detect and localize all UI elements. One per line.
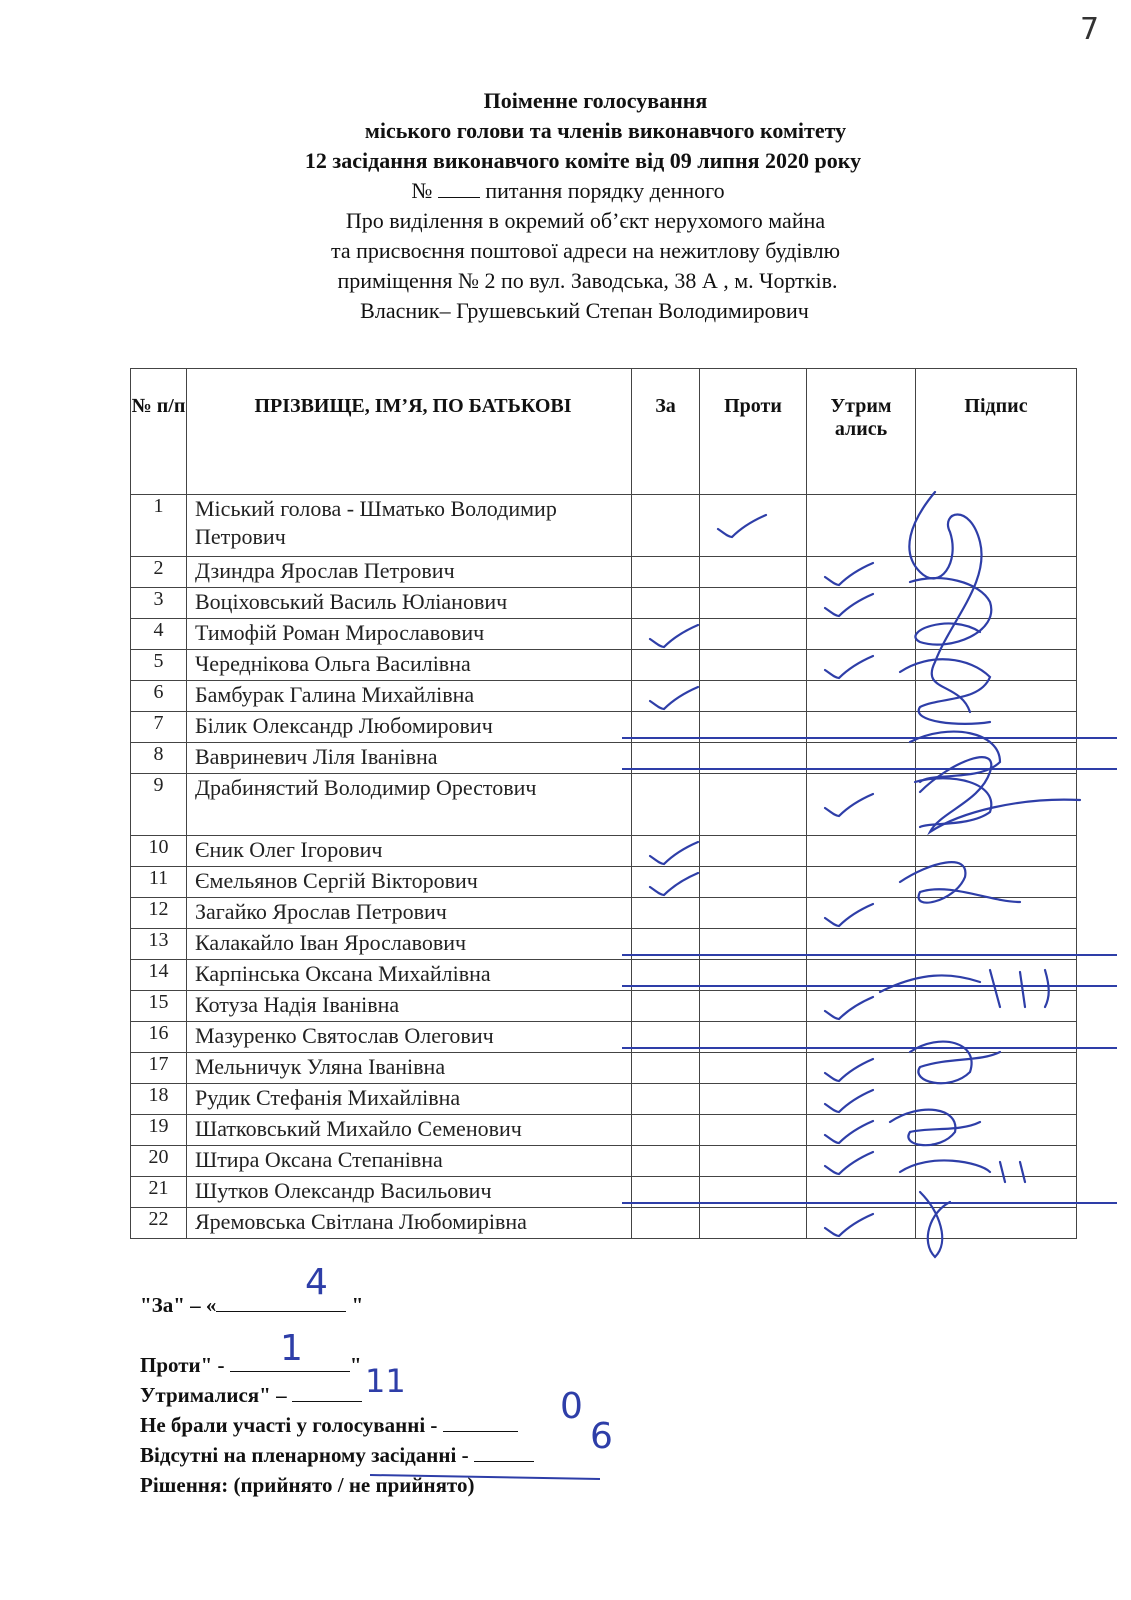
absent-strike-line [622, 737, 1117, 739]
summary-decision [140, 1470, 534, 1500]
row-number: 22 [131, 1208, 187, 1239]
row-number: 1 [131, 495, 187, 557]
row-member-name: Шатковський Михайло Семенович [187, 1115, 632, 1146]
subject-line-3: приміщення № 2 по вул. Заводська, 38 А , м. Чортків. [337, 268, 838, 293]
header-against: Проти [700, 369, 807, 495]
vote-summary [140, 1262, 613, 1500]
row-member-name: Мельничук Уляна Іванівна [187, 1053, 632, 1084]
subject-line-1: Про виділення в окремий об’єкт нерухомого майна [345, 208, 826, 233]
table-header-row [131, 369, 1077, 495]
signature-15 [880, 970, 1049, 1007]
row-member-name: Котуза Надія Іванівна [187, 991, 632, 1022]
header-number: № п/п [131, 369, 187, 495]
summary-decision-label: Рішення: (прийнято / не прийнято) [140, 1473, 475, 1497]
owner-line: Власник– Грушевський Степан Володимирович [360, 298, 809, 323]
summary-abstained-value: 11 [365, 1362, 406, 1400]
row-number: 4 [131, 619, 187, 650]
row-number: 18 [131, 1084, 187, 1115]
summary-against-close: " [349, 1353, 362, 1377]
row-member-name: Яремовська Світлана Любомирівна [187, 1208, 632, 1239]
row-number: 11 [131, 867, 187, 898]
row-member-name: Драбинястий Володимир Орестович [187, 774, 632, 836]
title-line-3: 12 засідання виконавчого коміте від 09 липня 2020 року [304, 148, 862, 173]
title-line-2: міського голови та членів виконавчого комітету [364, 118, 847, 143]
header-abstained: Утрим ались [807, 369, 916, 495]
row-number: 9 [131, 774, 187, 836]
row-member-name: Карпінська Оксана Михайлівна [187, 960, 632, 991]
signature-3 [900, 659, 990, 724]
summary-for-label: "За" – « [140, 1293, 217, 1317]
row-member-name: Воціховський Василь Юліанович [187, 588, 632, 619]
row-number: 2 [131, 557, 187, 588]
signature-11 [900, 862, 1020, 902]
row-number: 20 [131, 1146, 187, 1177]
summary-for [140, 1262, 534, 1320]
summary-absent-value: 6 [590, 1416, 613, 1457]
row-member-name: Рудик Стефанія Михайлівна [187, 1084, 632, 1115]
summary-abstained-label: Утрималися" – [140, 1383, 287, 1407]
absent-strike-line [622, 1202, 1117, 1204]
row-number: 15 [131, 991, 187, 1022]
summary-for-value: 4 [305, 1262, 328, 1303]
subject-line-2: та присвоєння поштової адреси на нежитлову будівлю [330, 238, 841, 263]
row-number: 5 [131, 650, 187, 681]
row-member-name: Білик Олександр Любомирович [187, 712, 632, 743]
summary-against-value: 1 [280, 1328, 303, 1369]
row-number: 3 [131, 588, 187, 619]
row-member-name: Тимофій Роман Мирославович [187, 619, 632, 650]
row-member-name: Штира Оксана Степанівна [187, 1146, 632, 1177]
row-number: 16 [131, 1022, 187, 1053]
header-name: ПРІЗВИЩЕ, ІМ’Я, ПО БАТЬКОВІ [187, 369, 632, 495]
summary-against-label: Проти" - [140, 1353, 225, 1377]
agenda-label: питання порядку денного [485, 178, 725, 203]
agenda-item-line [5, 176, 1131, 206]
summary-not-voted-label: Не брали участі у голосуванні - [140, 1413, 438, 1437]
page-number-mark: 7 [1080, 12, 1100, 47]
absent-strike-line [622, 954, 1117, 956]
row-member-name: Вавриневич Ліля Іванівна [187, 743, 632, 774]
title-line-1: Поіменне голосування [483, 88, 708, 113]
row-number: 8 [131, 743, 187, 774]
row-member-name: Шутков Олександр Васильович [187, 1177, 632, 1208]
row-number: 21 [131, 1177, 187, 1208]
absent-strike-line [622, 768, 1117, 770]
row-member-name: Ємельянов Сергій Вікторович [187, 867, 632, 898]
row-number: 17 [131, 1053, 187, 1084]
row-member-name: Єник Олег Ігорович [187, 836, 632, 867]
summary-absent-label: Відсутні на пленарному засіданні - [140, 1443, 469, 1467]
signature-1 [909, 492, 981, 712]
row-member-name: Загайко Ярослав Петрович [187, 898, 632, 929]
row-member-name: Череднікова Ольга Василівна [187, 650, 632, 681]
row-member-name: Дзиндра Ярослав Петрович [187, 557, 632, 588]
absent-strike-line [622, 1047, 1117, 1049]
row-number: 12 [131, 898, 187, 929]
row-number: 6 [131, 681, 187, 712]
signature-19 [890, 1110, 980, 1146]
signature-20 [900, 1160, 1025, 1182]
number-sign: № [411, 178, 433, 203]
signature-2 [910, 578, 991, 645]
row-number: 13 [131, 929, 187, 960]
summary-for-close: " [351, 1293, 364, 1317]
header-for: За [632, 369, 700, 495]
summary-not-voted-value: 0 [560, 1386, 583, 1427]
agenda-number-blank [438, 179, 480, 198]
row-member-name: Бамбурак Галина Михайлівна [187, 681, 632, 712]
row-number: 10 [131, 836, 187, 867]
row-member-name: Міський голова - Шматько Володимир Петрович [187, 495, 632, 557]
row-member-name: Мазуренко Святослав Олегович [187, 1022, 632, 1053]
document-header [0, 86, 1131, 326]
row-number: 19 [131, 1115, 187, 1146]
row-number: 7 [131, 712, 187, 743]
summary-against [140, 1328, 534, 1380]
header-signature: Підпис [916, 369, 1077, 495]
row-member-name: Калакайло Іван Ярославович [187, 929, 632, 960]
signatures-layer [120, 482, 1100, 1262]
absent-strike-line [622, 985, 1117, 987]
row-number: 14 [131, 960, 187, 991]
